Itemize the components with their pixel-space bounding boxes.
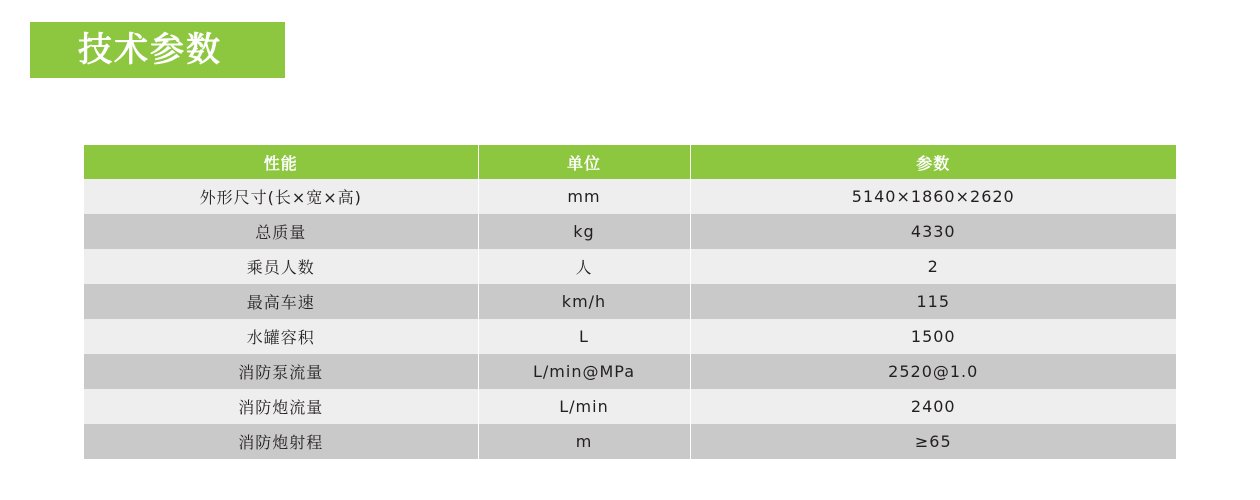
cell-performance: 消防炮射程 — [84, 424, 478, 459]
column-header-unit: 单位 — [478, 145, 690, 179]
cell-performance: 最高车速 — [84, 284, 478, 319]
table-row — [84, 424, 1176, 459]
cell-performance: 乘员人数 — [84, 249, 478, 284]
cell-performance: 水罐容积 — [84, 319, 478, 354]
cell-performance: 外形尺寸(长×宽×高) — [84, 179, 478, 214]
table-row — [84, 179, 1176, 214]
page-title: 技术参数 — [78, 30, 222, 70]
cell-unit: 人 — [478, 249, 690, 284]
table-header-row — [84, 145, 1176, 179]
technical-parameters-table — [84, 145, 1176, 459]
cell-parameter: 2520@1.0 — [690, 354, 1176, 389]
table-row — [84, 249, 1176, 284]
cell-unit: L/min — [478, 389, 690, 424]
cell-parameter: ≥65 — [690, 424, 1176, 459]
cell-unit: mm — [478, 179, 690, 214]
cell-parameter: 115 — [690, 284, 1176, 319]
cell-performance: 总质量 — [84, 214, 478, 249]
section-title-banner — [30, 22, 285, 78]
table-row — [84, 284, 1176, 319]
cell-performance: 消防泵流量 — [84, 354, 478, 389]
column-header-performance: 性能 — [84, 145, 478, 179]
cell-unit: L — [478, 319, 690, 354]
cell-unit: km/h — [478, 284, 690, 319]
table-row — [84, 319, 1176, 354]
cell-parameter: 2 — [690, 249, 1176, 284]
cell-unit: L/min@MPa — [478, 354, 690, 389]
cell-unit: kg — [478, 214, 690, 249]
table-row — [84, 214, 1176, 249]
cell-parameter: 1500 — [690, 319, 1176, 354]
cell-performance: 消防炮流量 — [84, 389, 478, 424]
cell-parameter: 4330 — [690, 214, 1176, 249]
cell-unit: m — [478, 424, 690, 459]
table-row — [84, 354, 1176, 389]
column-header-parameter: 参数 — [690, 145, 1176, 179]
cell-parameter: 2400 — [690, 389, 1176, 424]
cell-parameter: 5140×1860×2620 — [690, 179, 1176, 214]
table-row — [84, 389, 1176, 424]
